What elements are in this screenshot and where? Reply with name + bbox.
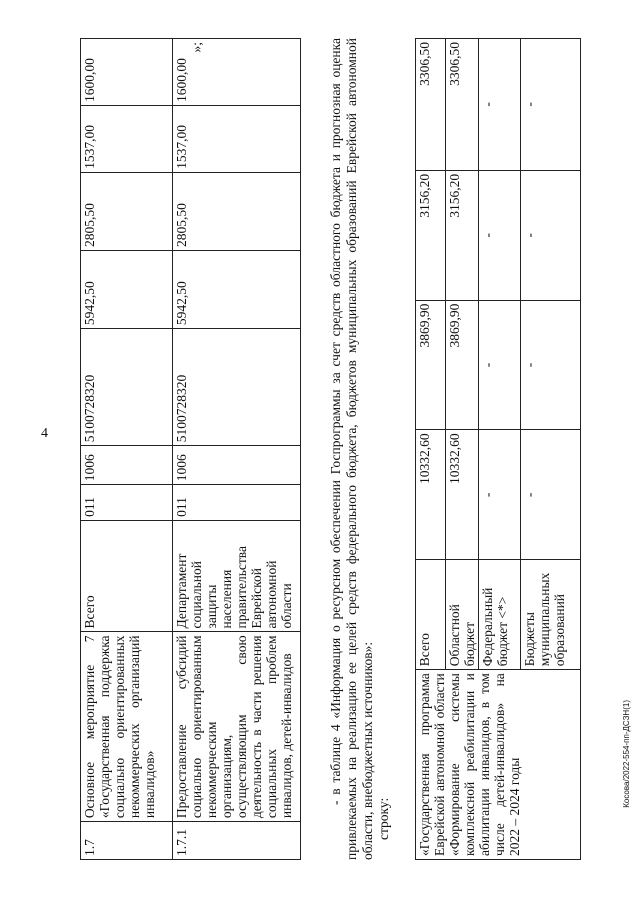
amount-2023: 3156,20 [446,170,479,300]
amount-2023: 1537,00 [173,105,301,172]
amount-2024: - [479,39,521,171]
executor: Департамент социальной защиты населения правительства Еврейской автономной области [173,520,301,632]
row-number: 1.7 [81,822,173,860]
amount-total: 5942,50 [173,250,301,328]
amount-2022: 3869,90 [416,300,446,430]
amount-2024: 3306,50 [416,39,446,171]
amount-total: 10332,60 [446,430,479,560]
funding-source: Федеральный бюджет <*> [479,560,521,670]
rzpr-code: 1006 [173,446,301,485]
amount-2022: 3869,90 [446,300,479,430]
amount-2022: - [479,300,521,430]
amount-2023: 3156,20 [416,170,446,300]
amount-2024 [173,39,301,106]
table-row [81,39,173,860]
amount-value: 1600,00 [174,58,189,102]
page-number: 4 [41,426,48,441]
amount-2022: 2805,50 [81,172,173,250]
funding-source: Бюджеты муниципальных образований [521,560,581,670]
grbs-code: 011 [173,485,301,521]
funding-source: Областной бюджет [446,560,479,670]
rotated-content [80,38,580,860]
table-row [173,39,301,860]
activity-name: Основное мероприятие 7 «Государственная поддержка социально ориентированных некоммерческих организаций инвалидов» [81,632,173,822]
table-activities [80,38,301,860]
amount-total: 5942,50 [81,250,173,328]
amendment-text: - в таблице 4 «Информация о ресурсном обеспечении Госпрограммы за счет средств областного бюджета и прогнозная оценка привлекаемых на реализацию ее целей средств федерального бюджета, бюджетов муниципальных образований Еврейской автономной области, внебюджетных источников»: [328,38,375,860]
program-name: «Государственная программа Еврейской автономной области «Формирование системы комплексной реабилитации и абилитации инвалидов, в том числе детей-инвалидов» на 2022 – 2024 годы [416,670,581,860]
amount-2024: 3306,50 [446,39,479,171]
amendment-line: строку: [376,797,391,840]
rzpr-code: 1006 [81,446,173,485]
funding-source: Всего [416,560,446,670]
amount-2024: 1600,00 [81,39,173,106]
executor: Всего [81,520,173,632]
table-row [416,39,446,860]
amount-2022: - [521,300,581,430]
amount-2024: - [521,39,581,171]
csr-code: 5100728320 [81,329,173,446]
closing-quote: »; [189,42,204,53]
amount-2023: - [521,170,581,300]
table-resources [415,38,581,860]
amount-2022: 2805,50 [173,172,301,250]
amount-2023: - [479,170,521,300]
amount-total: - [479,430,521,560]
row-number: 1.7.1 [173,822,301,860]
grbs-code: 011 [81,485,173,521]
footer-code: Косова/2022-554-пп-ДСЗН(1) [622,700,631,808]
amendment-paragraph [328,38,392,860]
amount-2023: 1537,00 [81,105,173,172]
amount-total: 10332,60 [416,430,446,560]
activity-name: Предоставление субсидий социально ориентированным некоммерческим организациям, осуществляющим свою деятельность в части решения социальных проблем инвалидов, детей-инвалидов [173,632,301,822]
amount-total: - [521,430,581,560]
csr-code: 5100728320 [173,329,301,446]
